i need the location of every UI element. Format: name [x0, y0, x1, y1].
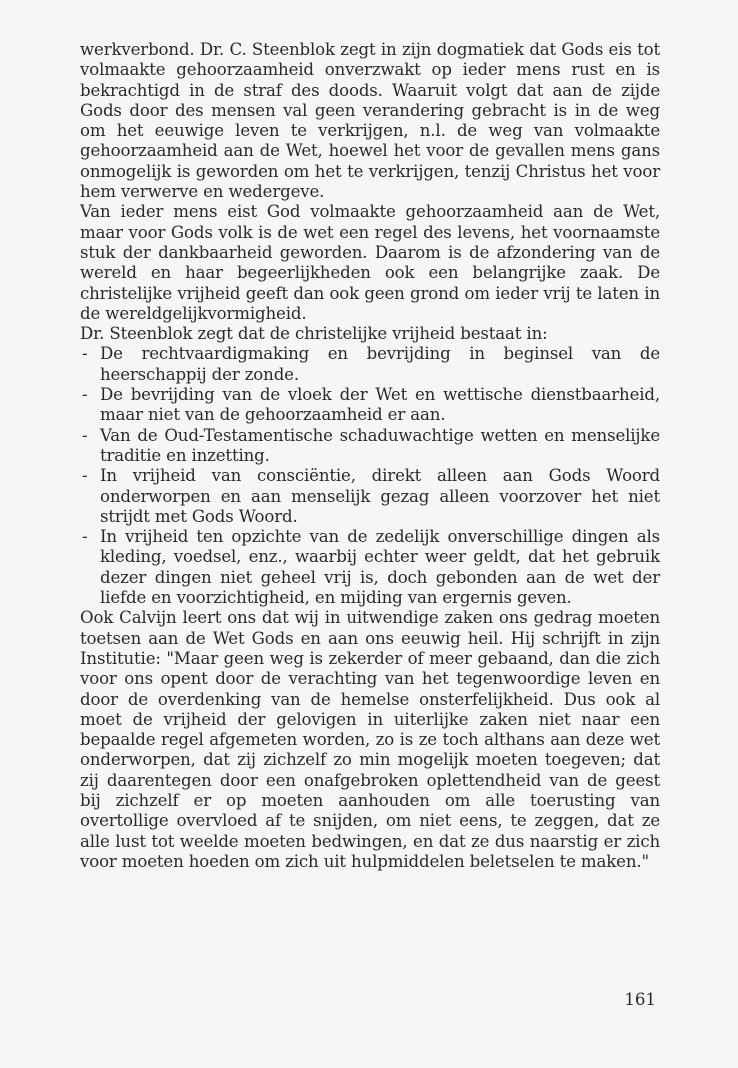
paragraph-4: Ook Calvijn leert ons dat wij in uitwendige zaken ons gedrag moeten toetsen aan de Wet Gods en aan ons eeuwig heil. Hij schrijft in zijn Institutie: "Maar geen weg is zekerder of meer gebaand, dan die zich voor ons opent door de verachting van het tegenwoordige leven en door de overdenking van de hemelse onsterfelijkheid. Dus ook al moet de vrijheid der gelovigen in uiterlijke zaken niet naar een bepaalde regel afgemeten worden, zo is ze toch althans aan deze wet onderworpen, dat zij zichzelf zo min mogelijk moeten toegeven; dat zij daarentegen door een onafgebroken oplettendheid van de geest bij zichzelf er op moeten aanhouden om alle toerusting van overtollige overvloed af te snijden, om niet eens, te zeggen, dat ze alle lust tot weelde moeten bedwingen, en dat ze dus naarstig er zich voor moeten hoeden om zich uit hulpmiddelen beletselen te maken."	[80, 608, 660, 871]
list-item: - De rechtvaardigmaking en bevrijding in beginsel van de heerschappij der zonde.	[80, 344, 660, 385]
page-body	[80, 40, 660, 872]
list-item: - De bevrijding van de vloek der Wet en wettische dienstbaarheid, maar niet van de gehoorzaamheid er aan.	[80, 385, 660, 426]
paragraph-1: werkverbond. Dr. C. Steenblok zegt in zijn dogmatiek dat Gods eis tot volmaakte gehoorzaamheid onverzwakt op ieder mens rust en is bekrachtigd in de straf des doods. Waaruit volgt dat aan de zijde Gods door des mensen val geen verandering gebracht is in de weg om het eeuwige leven te verkrijgen, n.l. de weg van volmaakte gehoorzaamheid aan de Wet, hoewel het voor de gevallen mens gans onmogelijk is geworden om het te verkrijgen, tenzij Christus het voor hem verwerve en wedergeve.	[80, 40, 660, 202]
page-number: 161	[624, 990, 656, 1009]
list-item: - In vrijheid van consciëntie, direkt alleen aan Gods Woord onderworpen en aan menselijk gezag alleen voorzover het niet strijdt met Gods Woord.	[80, 466, 660, 527]
paragraph-2: Van ieder mens eist God volmaakte gehoorzaamheid aan de Wet, maar voor Gods volk is de wet een regel des levens, het voornaamste stuk der dankbaarheid geworden. Daarom is de afzondering van de wereld en haar begeerlijkheden ook een belangrijke zaak. De christelijke vrijheid geeft dan ook geen grond om ieder vrij te laten in de wereldgelijkvormigheid.	[80, 202, 660, 323]
paragraph-3-intro: Dr. Steenblok zegt dat de christelijke vrijheid bestaat in:	[80, 324, 548, 344]
list-item: - In vrijheid ten opzichte van de zedelijk onverschillige dingen als kleding, voedsel, enz., waarbij echter weer geldt, dat het gebruik dezer dingen niet geheel vrij is, doch gebonden aan de wet der liefde en voorzichtigheid, en mijding van ergernis geven.	[80, 527, 660, 608]
freedom-list	[80, 344, 660, 608]
list-item: - Van de Oud-Testamentische schaduwachtige wetten en menselijke traditie en inzetting.	[80, 426, 660, 467]
